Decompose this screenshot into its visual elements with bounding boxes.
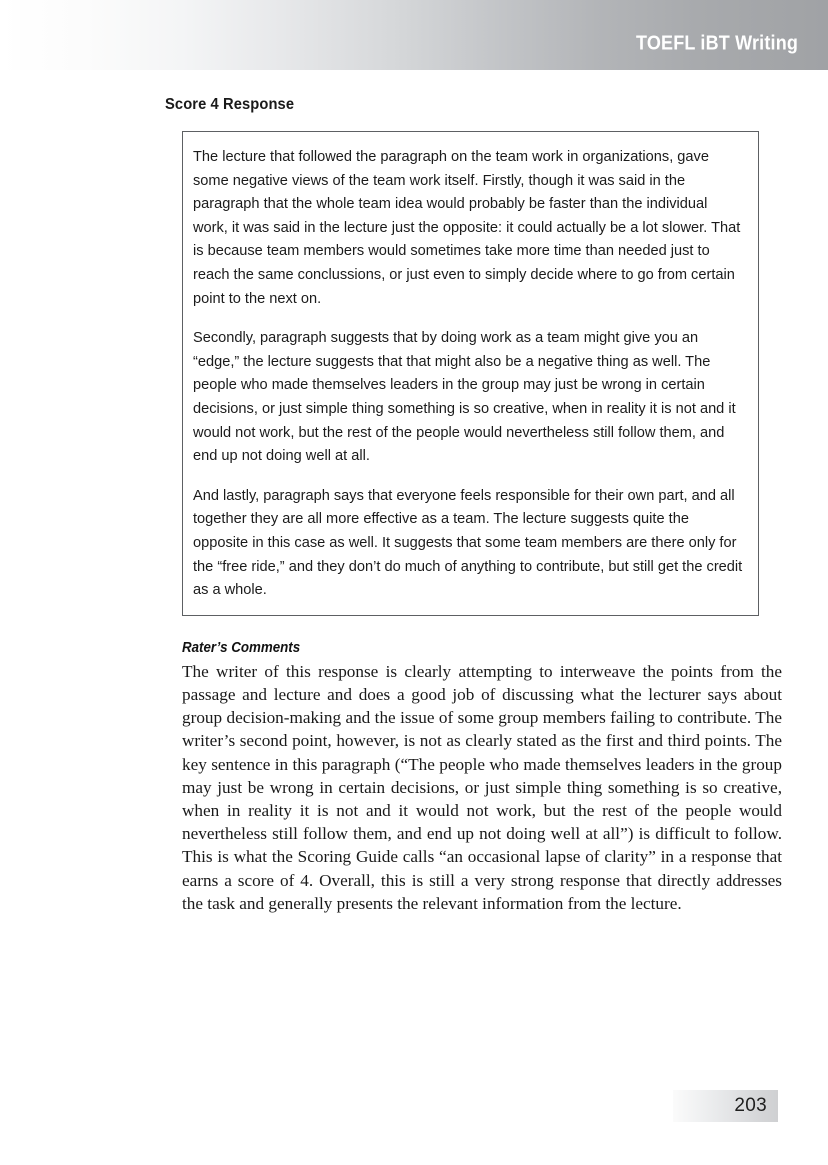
header-title: TOEFL iBT Writing bbox=[635, 32, 798, 55]
response-paragraph-1: The lecture that followed the paragraph on the team work in organizations, gave some negative views of the team work itself. Firstly, though it was said in the paragraph that the whole team idea would probably be faster than the individual work, it was said in the lecture just the opposite: it could actually be a lot slower. That is because team members would sometimes take more time than needed just to reach the same conclussions, or just even to simply decide where to go from certain point to the next on. bbox=[193, 149, 741, 307]
response-essay-box bbox=[182, 131, 759, 616]
page-number: 203 bbox=[734, 1095, 767, 1116]
raters-comments-heading: Rater’s Comments bbox=[182, 639, 301, 656]
header-banner bbox=[0, 0, 828, 70]
response-paragraph-2: Secondly, paragraph suggests that by doing work as a team might give you an “edge,” the lecture suggests that that might also be a negative thing as well. The people who made themselves leaders in the group may just be wrong in certain decisions, or just simple thing something is so creative, when in reality it is not and it would not work, but the rest of the people would nevertheless still follow them, and end up not doing well at all. bbox=[193, 330, 736, 465]
raters-comments-body: The writer of this response is clearly attempting to interweave the points from the passage and lecture and does a good job of discussing what the lecturer says about group decision-making and the issue of some group members failing to contribute. The writer’s second point, however, is not as clearly stated as the first and third points. The key sentence in this paragraph (“The people who made themselves leaders in the group may just be wrong in certain decisions, or just simple thing something is so creative, when in reality it is not and it would not work, but the rest of the people would nevertheless still follow them, and end up not doing well at all”) is difficult to follow. This is what the Scoring Guide calls “an occasional lapse of clarity” in a response that earns a score of 4. Overall, this is still a very strong response that directly addresses the task and generally presents the relevant information from the lecture. bbox=[182, 661, 782, 913]
response-paragraph-3: And lastly, paragraph says that everyone feels responsible for their own part, and all together they are all more effective as a team. The lecture suggests quite the opposite in this case as well. It suggests that some team members are there only for the “free ride,” and they don’t do much of anything to contribute, but still get the credit as a whole. bbox=[193, 487, 743, 599]
page-number-box bbox=[673, 1090, 778, 1122]
page-content bbox=[165, 96, 780, 915]
section-heading: Score 4 Response bbox=[165, 96, 295, 113]
